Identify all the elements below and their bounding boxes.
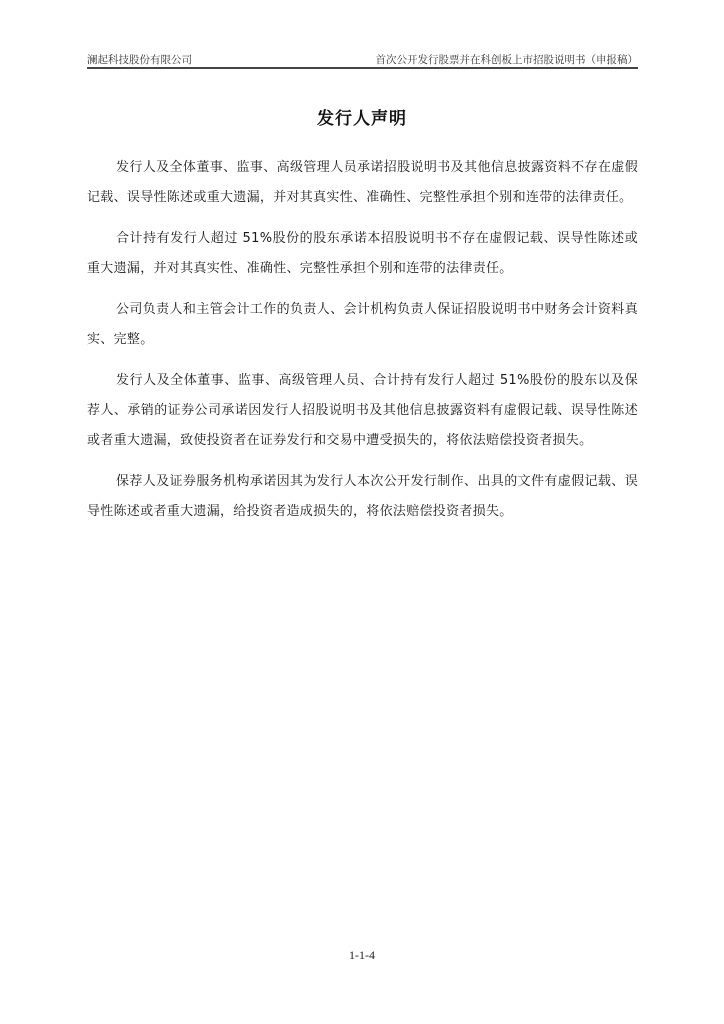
statement-paragraph: 公司负责人和主管会计工作的负责人、会计机构负责人保证招股说明书中财务会计资料真实、完整。: [87, 302, 638, 347]
statement-body: [87, 153, 638, 538]
statement-paragraph: 保荐人及证券服务机构承诺因其为发行人本次公开发行制作、出具的文件有虚假记载、误导性陈述或者重大遗漏，给投资者造成损失的，将依法赔偿投资者损失。: [87, 474, 638, 519]
page-number: 1-1-4: [349, 948, 375, 962]
statement-paragraph: 发行人及全体董事、监事、高级管理人员、合计持有发行人超过 51%股份的股东以及保荐人、承销的证券公司承诺因发行人招股说明书及其他信息披露资料有虚假记载、误导性陈述或者重大遗漏，致使投资者在证券发行和交易中遭受损失的，将依法赔偿投资者损失。: [87, 373, 638, 448]
page-header: [87, 50, 638, 67]
statement-paragraph: 发行人及全体董事、监事、高级管理人员承诺招股说明书及其他信息披露资料不存在虚假记载、误导性陈述或重大遗漏，并对其真实性、准确性、完整性承担个别和连带的法律责任。: [87, 160, 638, 205]
header-divider: [87, 67, 638, 69]
statement-paragraph: 合计持有发行人超过 51%股份的股东承诺本招股说明书不存在虚假记载、误导性陈述或重大遗漏，并对其真实性、准确性、完整性承担个别和连带的法律责任。: [87, 231, 638, 276]
page-title: 发行人声明: [317, 109, 407, 129]
header-company: 澜起科技股份有限公司: [87, 54, 192, 66]
header-doc-title: 首次公开发行股票并在科创板上市招股说明书（申报稿）: [375, 54, 638, 66]
